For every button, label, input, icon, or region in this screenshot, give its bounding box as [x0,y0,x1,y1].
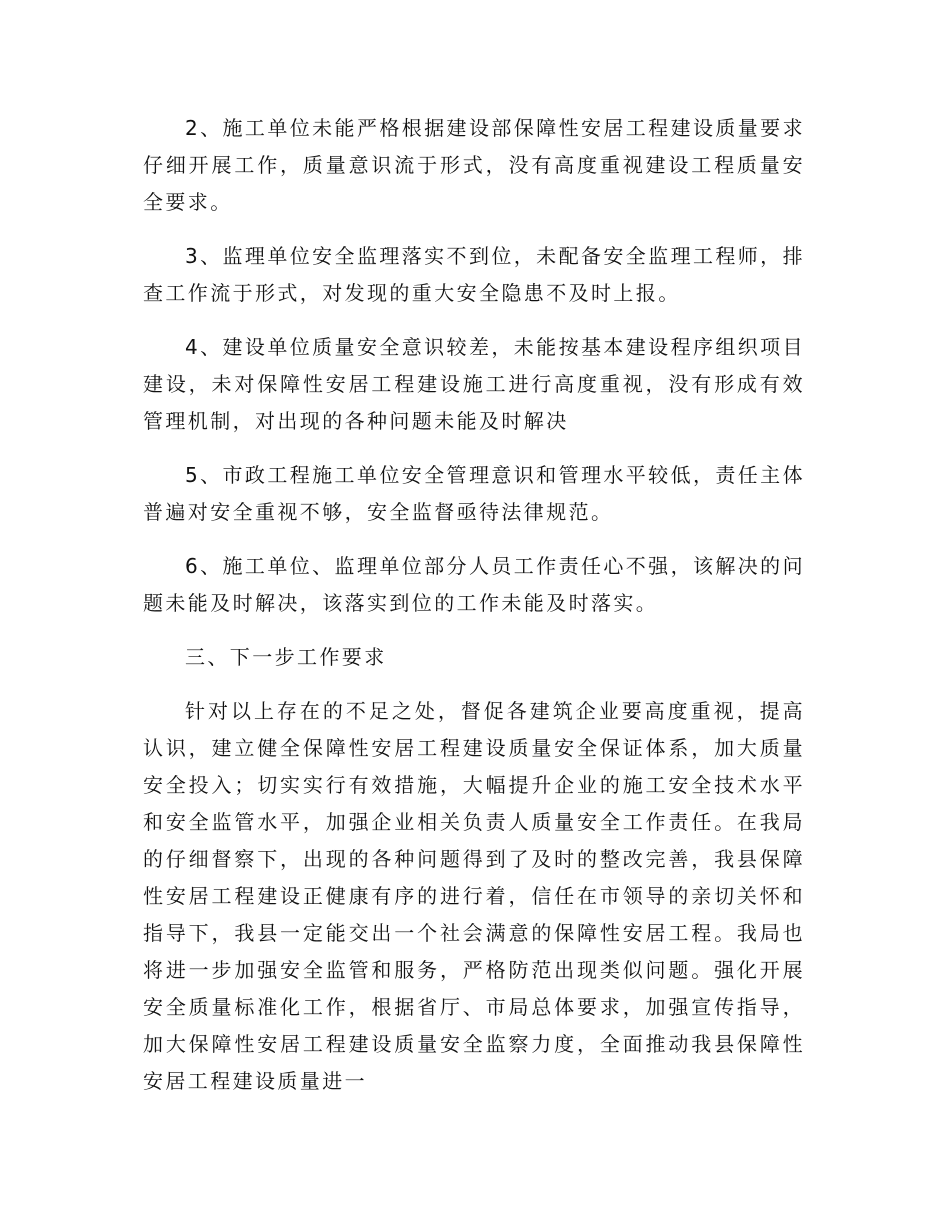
paragraph-item-6: 6、施工单位、监理单位部分人员工作责任心不强，该解决的问题未能及时解决，该落实到位的工作未能及时落实。 [143,554,805,615]
document-body [143,110,805,1100]
section-heading: 三、下一步工作要求 [185,645,387,669]
paragraph-item-5: 5、市政工程施工单位安全管理意识和管理水平较低，责任主体普遍对安全重视不够，安全监督亟待法律规范。 [143,463,805,524]
closing-paragraph: 针对以上存在的不足之处，督促各建筑企业要高度重视，提高认识，建立健全保障性安居工程建设质量安全保证体系，加大质量安全投入；切实实行有效措施，大幅提升企业的施工安全技术水平和安全监管水平，加强企业相关负责人质量安全工作责任。在我局的仔细督察下，出现的各种问题得到了及时的整改完善，我县保障性安居工程建设正健康有序的进行着，信任在市领导的亲切关怀和指导下，我县一定能交出一个社会满意的保障性安居工程。我局也将进一步加强安全监管和服务，严格防范出现类似问题。强化开展安全质量标准化工作，根据省厅、市局总体要求，加强宣传指导，加大保障性安居工程建设质量安全监察力度，全面推动我县保障性安居工程建设质量进一 [143,699,805,1093]
paragraph-item-2: 2、施工单位未能严格根据建设部保障性安居工程建设质量要求仔细开展工作，质量意识流于形式，没有高度重视建设工程质量安全要求。 [143,116,805,214]
paragraph-item-4: 4、建设单位质量安全意识较差，未能按基本建设程序组织项目建设，未对保障性安居工程建设施工进行高度重视，没有形成有效管理机制，对出现的各种问题未能及时解决 [143,335,805,433]
paragraph-item-3: 3、监理单位安全监理落实不到位，未配备安全监理工程师，排查工作流于形式，对发现的重大安全隐患不及时上报。 [143,244,805,305]
